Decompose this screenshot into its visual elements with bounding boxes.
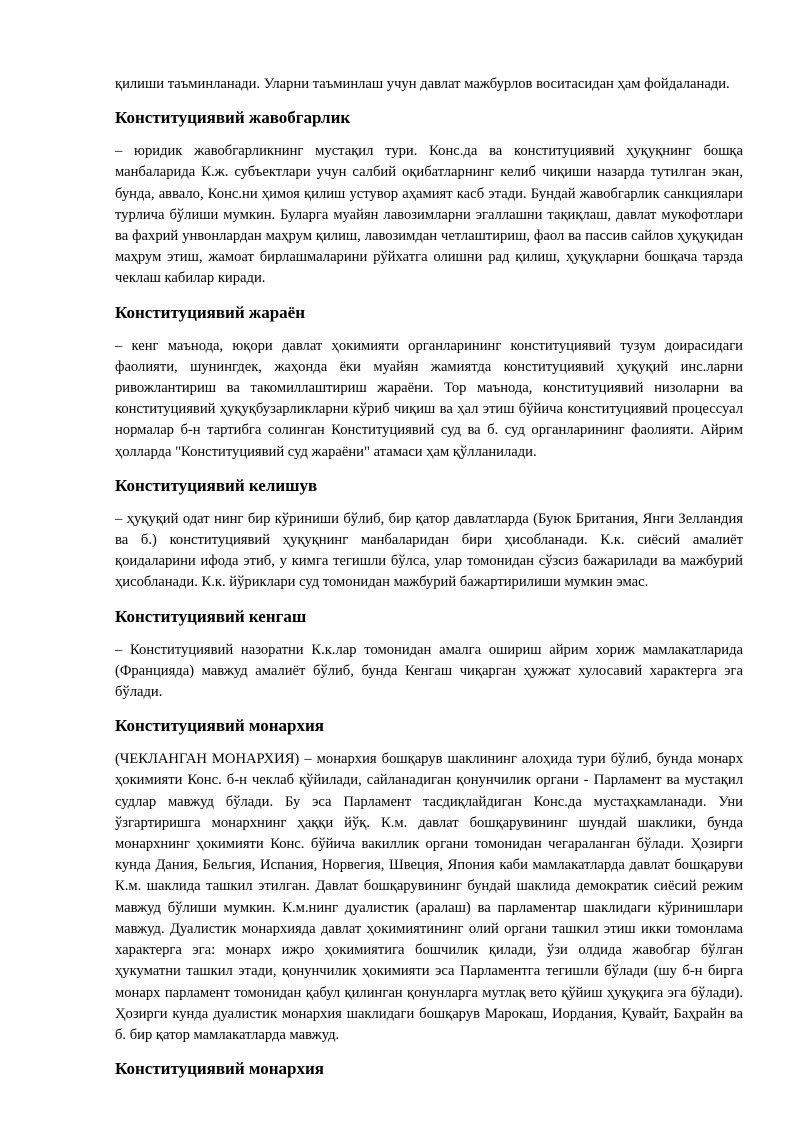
section-text-constitutional-process: – кенг маънода, юқори давлат ҳокимияти органларининг конституциявий тузум доирасидаги фаолияти, шунингдек, жаҳонда ёки муайян жамиятда конституциявий ҳуқуқий инс.ларни ривожлантириш ва такомиллаштириш жараёни. Тор маънода, конституциявий низоларни ва конституциявий ҳуқуқбузарликларни кўриб чиқиш ва ҳал этиш бўйича конституциявий процессуал нормалар б-н тартибга солинган Конституциявий суд ва б. суд органларининг фаолияти. Айрим ҳолларда "Конституциявий суд жараёни" атамаси ҳам қўлланилади. (115, 337, 743, 460)
section-title-constitutional-council: Конституциявий кенгаш (115, 606, 307, 626)
section-text-constitutional-monarchy: (ЧЕКЛАНГАН МОНАРХИЯ) – монархия бошқарув шаклининг алоҳида тури бўлиб, бунда монарх ҳокимияти Конс. б-н чеклаб қўйилади, сайланадиган қонунчилик органи - Парламент ва мустақил судлар мавжуд бўлади. Бу эса Парламент тасдиқлайдиган Конс.да мустаҳкамланади. Уни ўзгартиришга монархнинг ҳаққи йўқ. К.м. давлат бошқарувининг шундай шаклики, бунда монархнинг ҳокимияти Конс. бўйича вакиллик органи томонидан чегараланган бўлади. Ҳозирги кунда Дания, Бельгия, Испания, Норвегия, Швеция, Япония каби мамлакатларда давлат бошқаруви К.м. шаклида ташкил этилган. Давлат бошқарувининг бундай шаклида демократик сиёсий режим мавжуд бўлиши мумкин. К.м.нинг дуалистик (аралаш) ва парламентар шаклидаги кўринишлари мавжуд. Дуалистик монархияда давлат ҳокимиятининг олий органи ташкил этиш икки томонлама характерга эга: монарх ижро ҳокимиятига бошчилик қилади, ўзи олдида жавобгар бўлган ҳукуматни ташкил этади, қонунчилик ҳокимияти эса Парламентга тегишли бўлади (шу б-н бирга монарх парламент томонидан қабул қилинган қонунларга мутлақ вето қўйиш ҳуқуқига эга бўлади). Ҳозирги кунда дуалистик монархия шаклидаги бошқарув Марокаш, Иордания, Қувайт, Баҳрайн ва б. бир қатор мамлакатларда мавжуд. (115, 751, 743, 1043)
section-title-constitutional-liability: Конституциявий жавобгарлик (115, 108, 351, 128)
section-text-constitutional-liability: – юридик жавобгарликнинг мустақил тури. Конс.да ва конституциявий ҳуқуқнинг бошқа манбаларида К.ж. субъектлари учун салбий оқибатларнинг келиб чиқиши назарда тутилган экан, бунда, аввало, Конс.ни ҳимоя қилиш устувор аҳамият касб этади. Бундай жавобгарлик санкциялари турлича бўлиши мумкин. Буларга муайян лавозимларни эгаллашни тақиқлаш, давлат мукофотлари ва фахрий унвонлардан маҳрум қилиш, лавозимдан четлаштириш, фаол ва пассив сайлов ҳуқуқидан маҳрум этиш, жамоат бирлашмаларини рўйхатга олишни рад қилиш, ҳуқуқларни бошқача тарзда чеклаш кабилар киради. (115, 143, 743, 287)
intro-paragraph: қилиши таъминланади. Уларни таъминлаш учун давлат мажбурлов воситасидан ҳам фойдаланади. (115, 76, 730, 92)
section-title-constitutional-convention: Конституциявий келишув (115, 475, 318, 495)
section-text-constitutional-council: – Конституциявий назоратни К.к.лар томонидан амалга ошириш айрим хориж мамлакатларида (Францияда) мавжуд амалиёт бўлиб, бунда Кенгаш чиқарган ҳужжат хулосавий характерга эга бўлади. (115, 641, 743, 701)
section-title-constitutional-monarchy: Конституциявий монархия (115, 716, 324, 736)
section-title-constitutional-monarchy-2: Конституциявий монархия (115, 1059, 324, 1079)
section-text-constitutional-convention: – ҳуқуқий одат нинг бир кўриниши бўлиб, бир қатор давлатларда (Буюк Британия, Янги Зелландия ва б.) конституциявий ҳуқуқнинг манбаларидан бири ҳисобланади. К.к. сиёсий амалиёт қоидаларини ифода этиб, у кимга тегишли бўлса, улар томонидан сўзсиз бажарилади ва мажбурий ҳисобланади. К.к. йўриклари суд томонидан мажбурий бажартирилиши мумкин эмас. (115, 510, 743, 591)
document-page (115, 74, 743, 1092)
section-title-constitutional-process: Конституциявий жараён (115, 302, 306, 322)
